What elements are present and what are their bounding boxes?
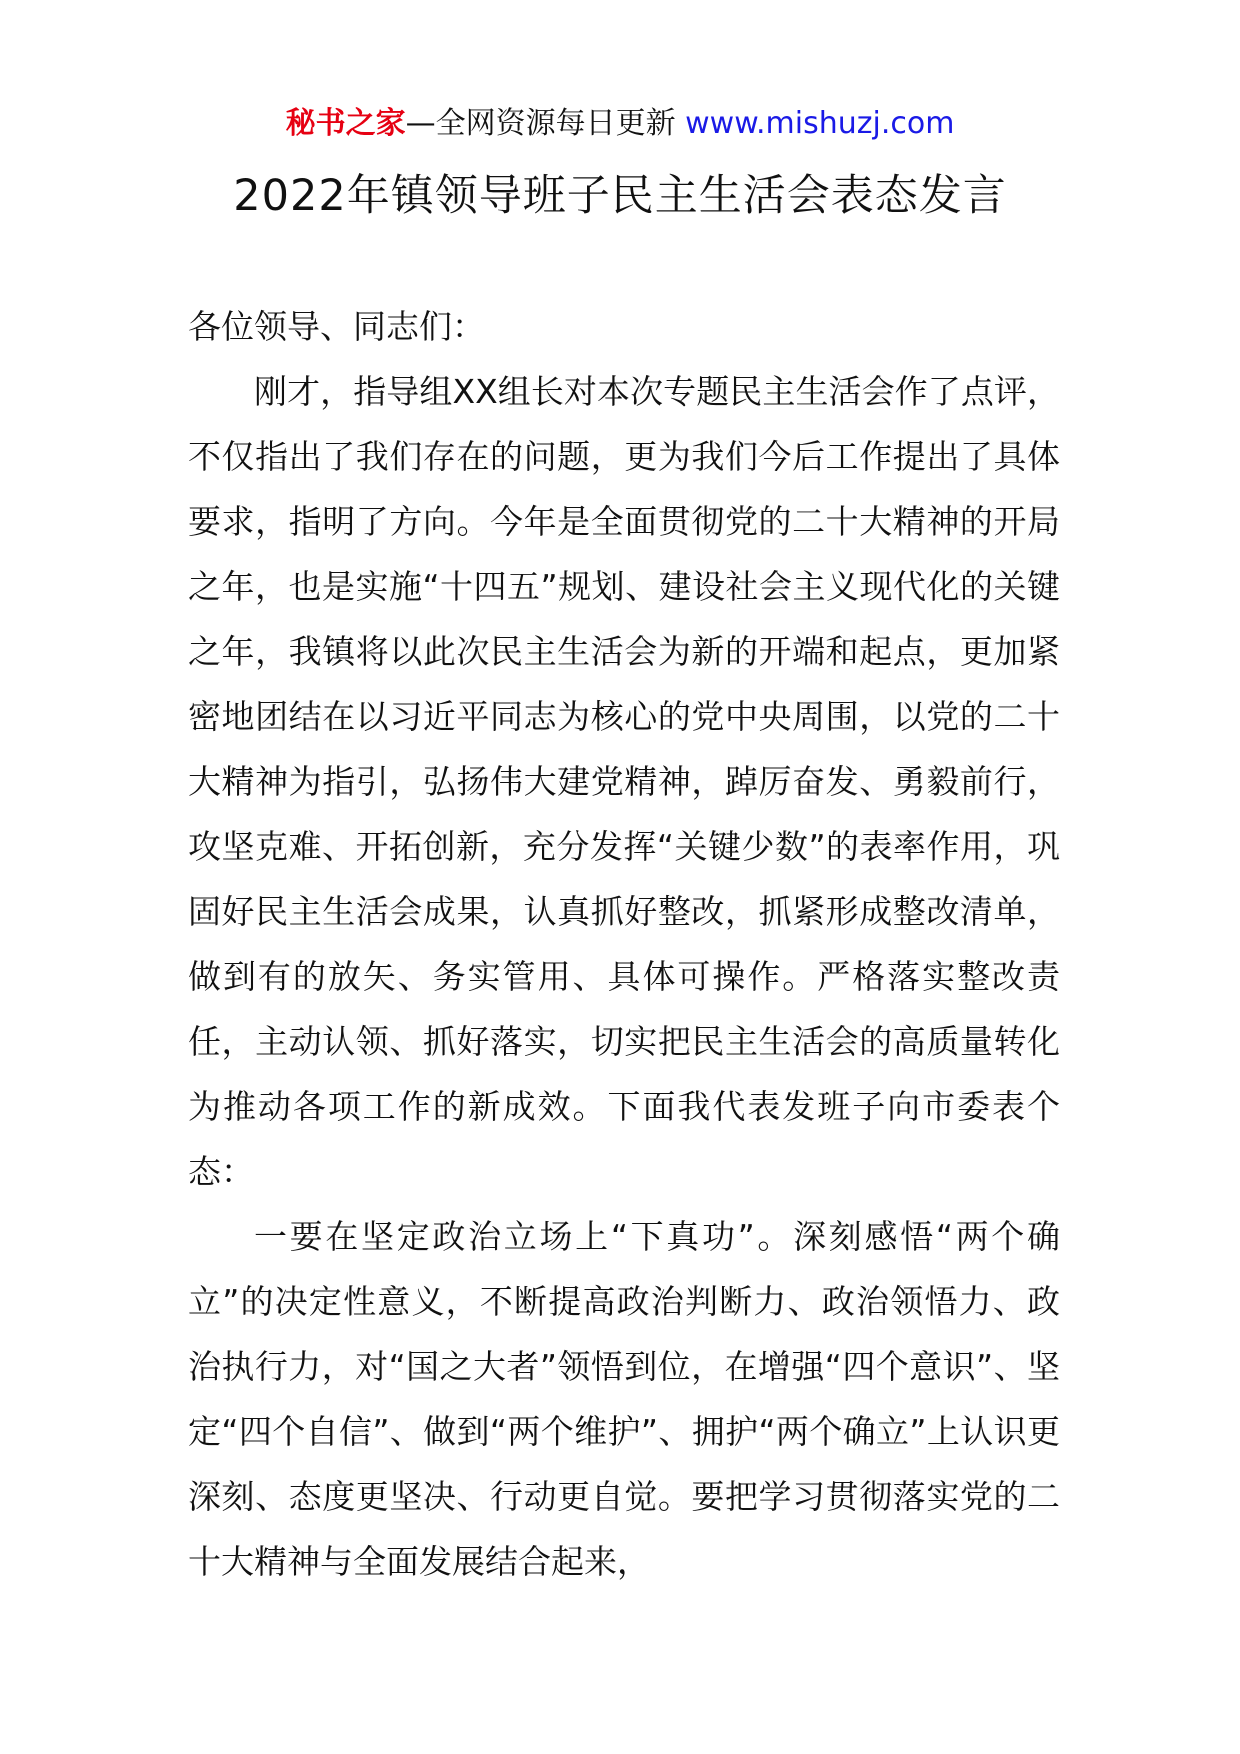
- brand-name: 秘书之家: [285, 106, 406, 141]
- body-paragraph: 一要在坚定政治立场上“下真功”。深刻感悟“两个确立”的决定性意义，不断提高政治判断力、政治领悟力、政治执行力，对“国之大者”领悟到位，在增强“四个意识”、坚定“四个自信”、做到“两个维护”、拥护“两个确立”上认识更深刻、态度更坚决、行动更自觉。要把学习贯彻落实党的二十大精神与全面发展结合起来，: [188, 1217, 1060, 1581]
- site-banner: [0, 104, 1240, 144]
- document-title: 2022年镇领导班子民主生活会表态发言: [233, 171, 1007, 221]
- salutation: 各位领导、同志们：: [188, 307, 485, 346]
- site-url-link[interactable]: www.mishuzj.com: [685, 106, 955, 141]
- body-paragraph: 刚才，指导组XX组长对本次专题民主生活会作了点评，不仅指出了我们存在的问题，更为我们今后工作提出了具体要求，指明了方向。今年是全面贯彻党的二十大精神的开局之年，也是实施“十四五”规划、建设社会主义现代化的关键之年，我镇将以此次民主生活会为新的开端和起点，更加紧密地团结在以习近平同志为核心的党中央周围，以党的二十大精神为指引，弘扬伟大建党精神，踔厉奋发、勇毅前行，攻坚克难、开拓创新，充分发挥“关键少数”的表率作用，巩固好民主生活会成果，认真抓好整改，抓紧形成整改清单，做到有的放矢、务实管用、具体可操作。严格落实整改责任，主动认领、抓好落实，切实把民主生活会的高质量转化为推动各项工作的新成效。下面我代表发班子向市委表个态：: [188, 372, 1060, 1191]
- document-body: [188, 294, 1060, 1594]
- banner-tagline: —全网资源每日更新: [405, 106, 676, 141]
